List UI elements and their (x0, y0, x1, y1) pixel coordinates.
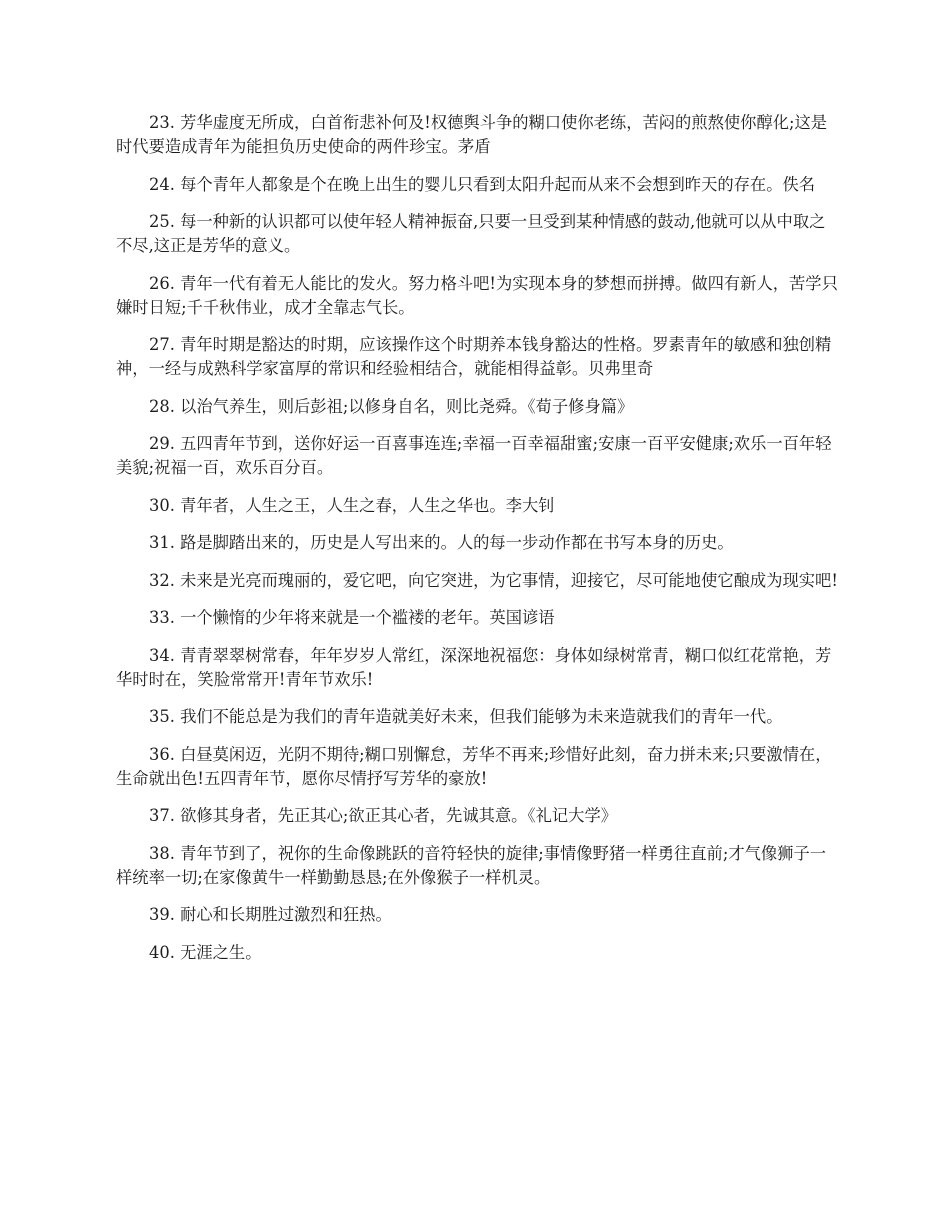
paragraph-33: 33. 一个懒惰的少年将来就是一个褴褛的老年。英国谚语 (149, 608, 555, 627)
paragraph-36: 36. 白昼莫闲迈，光阴不期待;糊口别懈怠，芳华不再来;珍惜好此刻，奋力拼未来;只要激情在，生命就出色!五四青年节，愿你尽情抒写芳华的豪放! (116, 744, 832, 788)
paragraph-40: 40. 无涯之生。 (149, 942, 262, 962)
paragraph-23: 23. 芳华虚度无所成，白首衔悲补何及!权德舆斗争的糊口使你老练，苦闷的煎熬使你醇化;这是时代要造成青年为能担负历史使命的两件珍宝。茅盾 (116, 113, 828, 156)
paragraph-26: 26. 青年一代有着无人能比的发火。努力格斗吧!为实现本身的梦想而拼搏。做四有新人，苦学只嫌时日短;千千秋伟业，成才全靠志气长。 (116, 273, 838, 317)
paragraph-30: 30. 青年者，人生之王，人生之春，人生之华也。李大钊 (149, 495, 555, 515)
document-body (116, 111, 840, 978)
paragraph-28: 28. 以治气养生，则后彭祖;以修身自名，则比尧舜。《荀子修身篇》 (149, 396, 634, 416)
paragraph-24: 24. 每个青年人都象是个在晚上出生的婴儿只看到太阳升起而从来不会想到昨天的存在。佚名 (149, 174, 816, 194)
paragraph-37: 37. 欲修其身者，先正其心;欲正其心者，先诚其意。《礼记大学》 (149, 806, 618, 825)
paragraph-29: 29. 五四青年节到，送你好运一百喜事连连;幸福一百幸福甜蜜;安康一百平安健康;欢乐一百年轻美貌;祝福一百，欢乐百分百。 (116, 434, 832, 477)
paragraph-32: 32. 未来是光亮而瑰丽的，爱它吧，向它突进，为它事情，迎接它，尽可能地使它酿成为现实吧! (149, 570, 838, 590)
paragraph-39: 39. 耐心和长期胜过激烈和狂热。 (149, 905, 392, 924)
paragraph-38: 38. 青年节到了，祝你的生命像跳跃的音符轻快的旋律;事情像野猪一样勇往直前;才气像狮子一样统率一切;在家像黄牛一样勤勤恳恳;在外像猴子一样机灵。 (116, 843, 827, 887)
paragraph-31: 31. 路是脚踏出来的，历史是人写出来的。人的每一步动作都在书写本身的历史。 (149, 533, 734, 552)
paragraph-27: 27. 青年时期是豁达的时期，应该操作这个时期养本钱身豁达的性格。罗素青年的敏感和独创精神，一经与成熟科学家富厚的常识和经验相结合，就能相得益彰。贝弗里奇 (116, 335, 832, 378)
paragraph-34: 34. 青青翠翠树常春，年年岁岁人常红，深深地祝福您：身体如绿树常青，糊口似红花常艳，芳华时时在，笑脸常常开!青年节欢乐! (116, 645, 832, 689)
paragraph-25: 25. 每一种新的认识都可以使年轻人精神振奋,只要一旦受到某种情感的鼓动,他就可以从中取之不尽,这正是芳华的意义。 (116, 212, 826, 255)
paragraph-35: 35. 我们不能总是为我们的青年造就美好未来，但我们能够为未来造就我们的青年一代。 (149, 707, 783, 726)
